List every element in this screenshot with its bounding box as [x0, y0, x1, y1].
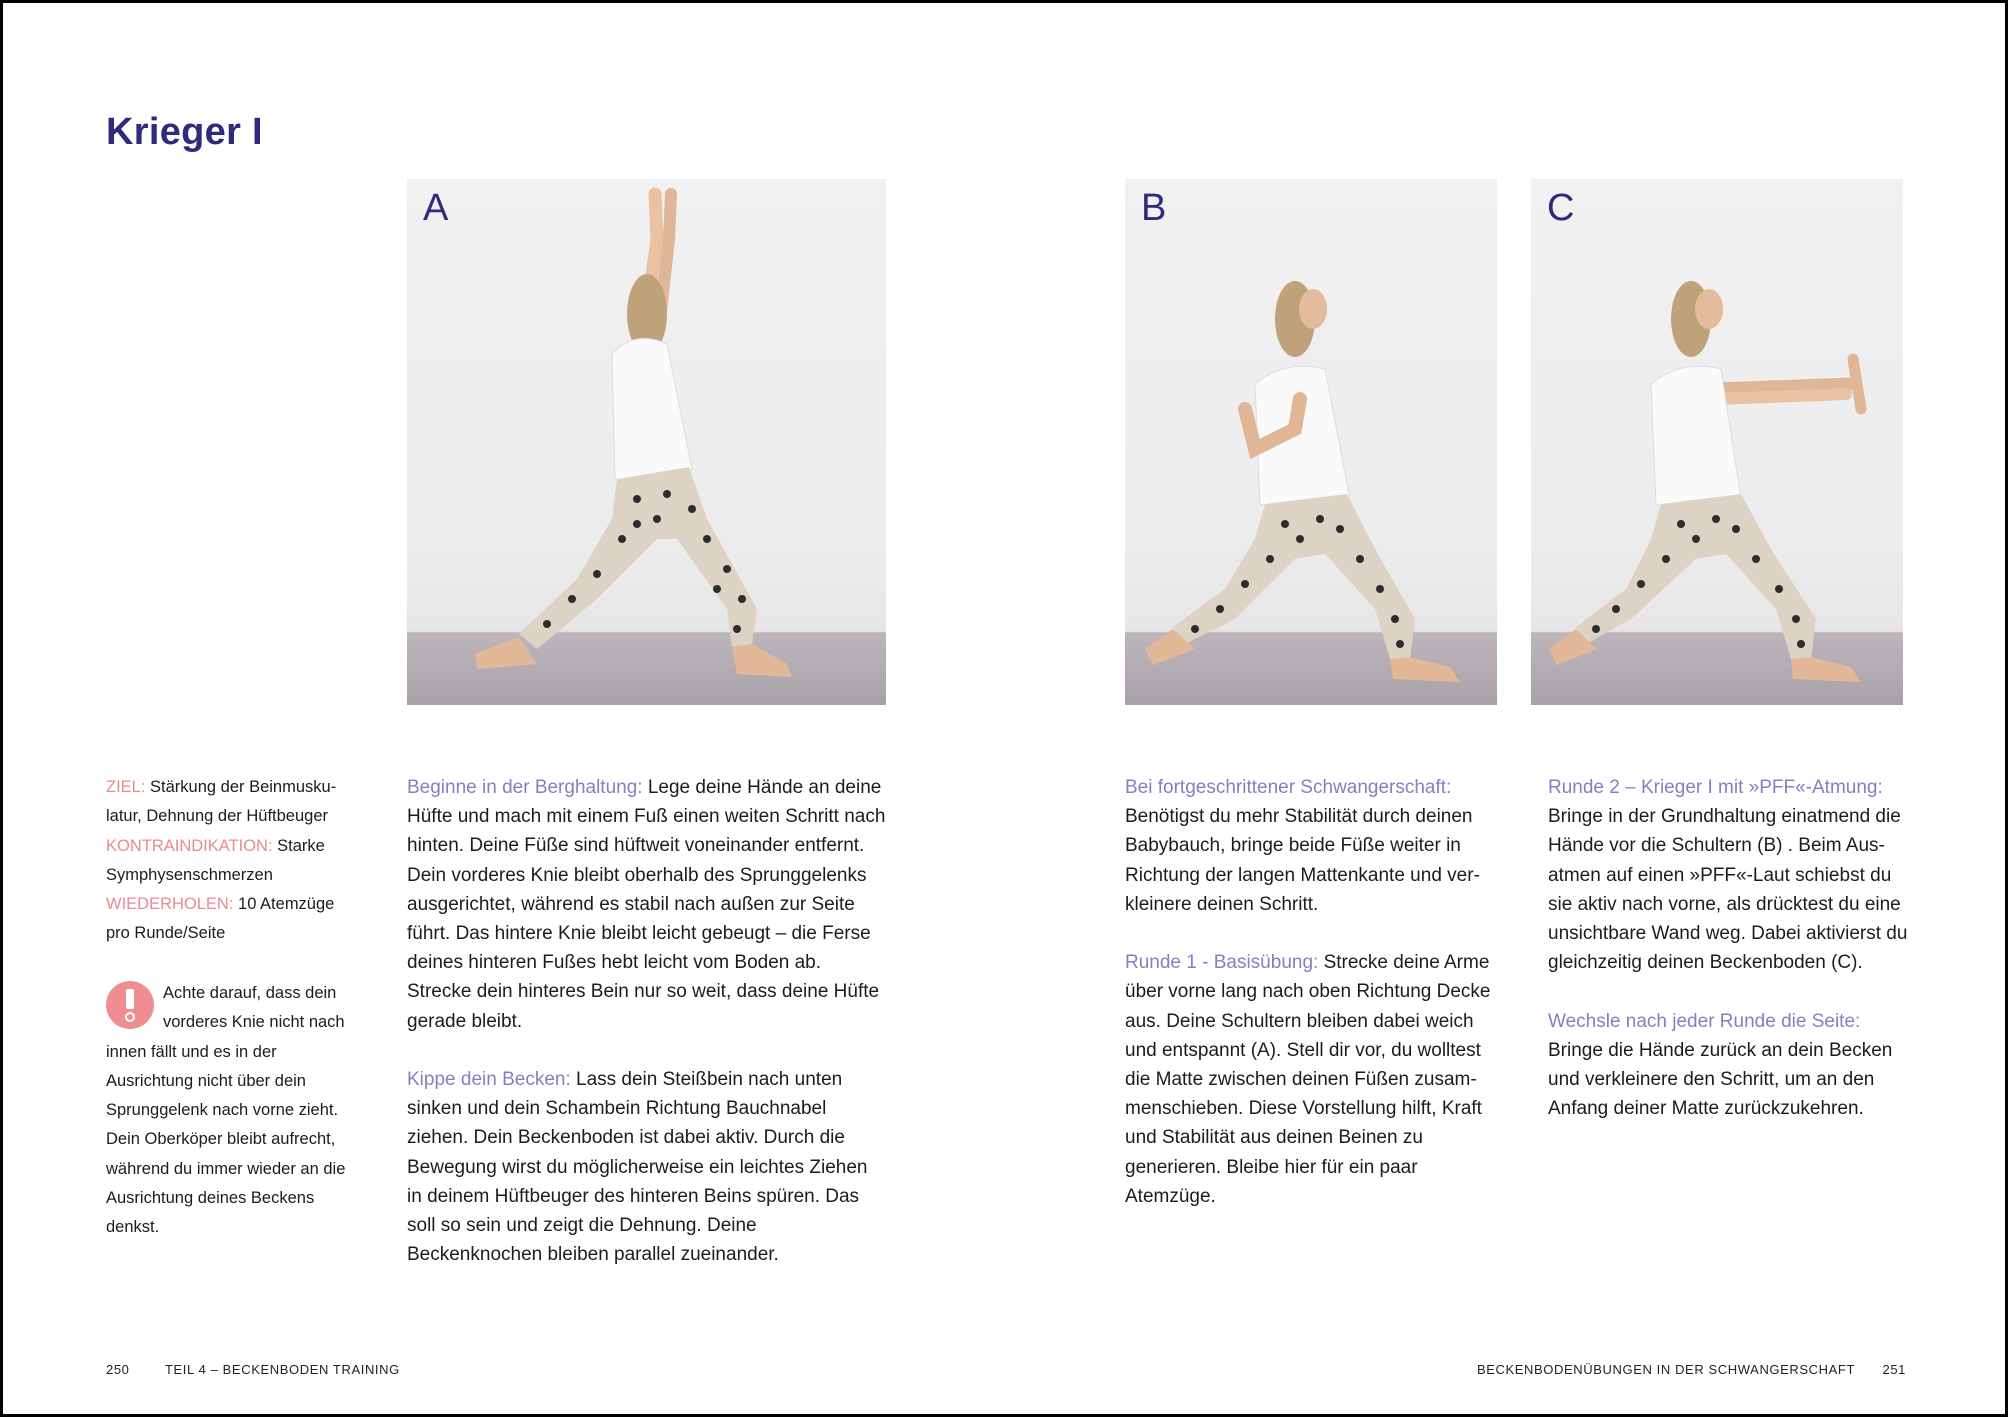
instructions-column-3 — [1548, 773, 1913, 1153]
contraindication-text: Starke — [272, 836, 325, 855]
photo-a — [407, 179, 886, 705]
instructions-column-1 — [407, 773, 887, 1299]
paragraph-text: Bringe in der Grundhaltung einatmend die Hände vor die Schultern (B) . Beim Ausatmen auf einen »PFF«-Laut schiebst du sie aktiv nach vorne, als drücktest du eine unsichtbare Wand weg. Dabei aktivierst du gleichzeitig deinen Beckenboden (C). — [1548, 806, 1908, 974]
contraindication-text-cont: Symphysenschmerzen — [106, 865, 273, 884]
paragraph-text: Strecke deine Arme über vorne lang nach oben Richtung Decke aus. Deine Schultern bleiben dabei weich und entspannt (A). Stell dir vor, du wolltest die Matte zwischen deinen Füßen zusammenschieben. Diese Vorstellung hilft, Kraft und Stabilität aus deinen Beinen zu generieren. Bleibe hier für ein paar Atemzüge. — [1125, 952, 1491, 1207]
paragraph-round-2 — [1548, 773, 1913, 977]
warning-text — [106, 979, 346, 1243]
instructions-column-2 — [1125, 773, 1500, 1240]
paragraph-lead: Beginne in der Berghaltung: — [407, 777, 643, 798]
photo-b — [1125, 179, 1497, 705]
photo-c — [1531, 179, 1903, 705]
paragraph-switch-sides — [1548, 1007, 1913, 1124]
paragraph-text: Benötigst du mehr Stabilität durch deinen Babybauch, bringe beide Füße weiter in Richtung der langen Mattenkante und verkleinere deinen Schritt. — [1125, 806, 1480, 915]
goal-label: ZIEL: — [106, 778, 146, 796]
paragraph-tilt-pelvis — [407, 1065, 887, 1269]
page-title: Krieger I — [106, 111, 263, 153]
paragraph-text: Bringe die Hände zurück an dein Becken und verkleinere den Schritt, um an den Anfang deiner Matte zurückzukehren. — [1548, 1039, 1893, 1120]
page-number-right: 251 — [1882, 1362, 1906, 1377]
paragraph-lead: Bei fortgeschrittener Schwangerschaft: — [1125, 777, 1452, 798]
goal-text-cont: latur, Dehnung der Hüftbeuger — [106, 807, 328, 826]
page-number-left: 250 — [106, 1362, 130, 1377]
goal-text: Stärkung der Beinmusku- — [145, 778, 337, 796]
paragraph-lead: Runde 2 – Krieger I mit »PFF«-Atmung: — [1548, 777, 1883, 798]
photo-letter: A — [423, 187, 449, 229]
warrior-pose-arms-up-figure — [407, 179, 886, 705]
paragraph-mountain-pose — [407, 773, 887, 1036]
paragraph-lead: Runde 1 - Basisübung: — [1125, 952, 1319, 974]
paragraph-lead: Wechsle nach jeder Runde die Seite: — [1548, 1010, 1861, 1032]
repeat-label: WIEDERHOLEN: — [106, 895, 234, 914]
running-footer-left: TEIL 4 – BECKENBODEN TRAINING — [165, 1362, 400, 1377]
repeat-text: 10 Atemzüge — [233, 895, 335, 914]
exercise-facts — [106, 773, 346, 949]
paragraph-round-1 — [1125, 948, 1500, 1211]
paragraph-lead: Kippe dein Becken: — [407, 1069, 571, 1091]
book-spread — [3, 3, 2005, 1414]
repeat-text-cont: pro Runde/Seite — [106, 924, 226, 943]
contraindication-label: KONTRAINDIKATION: — [106, 836, 273, 855]
warrior-pose-pushing-forward-figure — [1531, 179, 1903, 705]
photo-letter: C — [1547, 187, 1575, 229]
paragraph-text: Lege deine Hände an deine Hüfte und mach mit einem Fuß einen weiten Schritt nach hinten. Deine Füße sind hüftweit voneinander entfernt. Dein vorderes Knie bleibt oberhalb des Sprunggelenks ausgerichtet, während es stabil nach außen zur Seite führt. Das hintere Knie bleibt leicht gebeugt – die Ferse deines hinteren Fußes hebt leicht vom Boden ab. Strecke dein hinteres Bein nur so weit, dass deine Hüfte gerade bleibt. — [407, 777, 886, 1032]
photo-letter: B — [1141, 187, 1167, 229]
running-footer-right: BECKENBODENÜBUNGEN IN DER SCHWANGERSCHAFT — [1476, 1362, 1855, 1377]
warning-text-content: Achte darauf, dass dein vorderes Knie nicht nach innen fällt und es in der Ausrichtung nicht über dein Sprunggelenk nach vorne zieht. Dein Oberköper bleibt aufrecht, während du immer wieder an die Ausrichtung deines Beckens denkst. — [106, 984, 346, 1237]
paragraph-text: Lass dein Steißbein nach unten sinken und dein Schambein Richtung Bauchnabel ziehen. Dein Beckenboden ist dabei aktiv. Durch die Bewegung wirst du möglicherweise ein leichtes Ziehen in deinem Hüftbeuger des hinteren Beins spüren. Das soll so sein und zeigt die Dehnung. Deine Beckenknochen bleiben parallel zueinander. — [407, 1069, 868, 1266]
warrior-pose-hands-at-shoulders-figure — [1125, 179, 1497, 705]
paragraph-advanced-pregnancy — [1125, 773, 1500, 919]
